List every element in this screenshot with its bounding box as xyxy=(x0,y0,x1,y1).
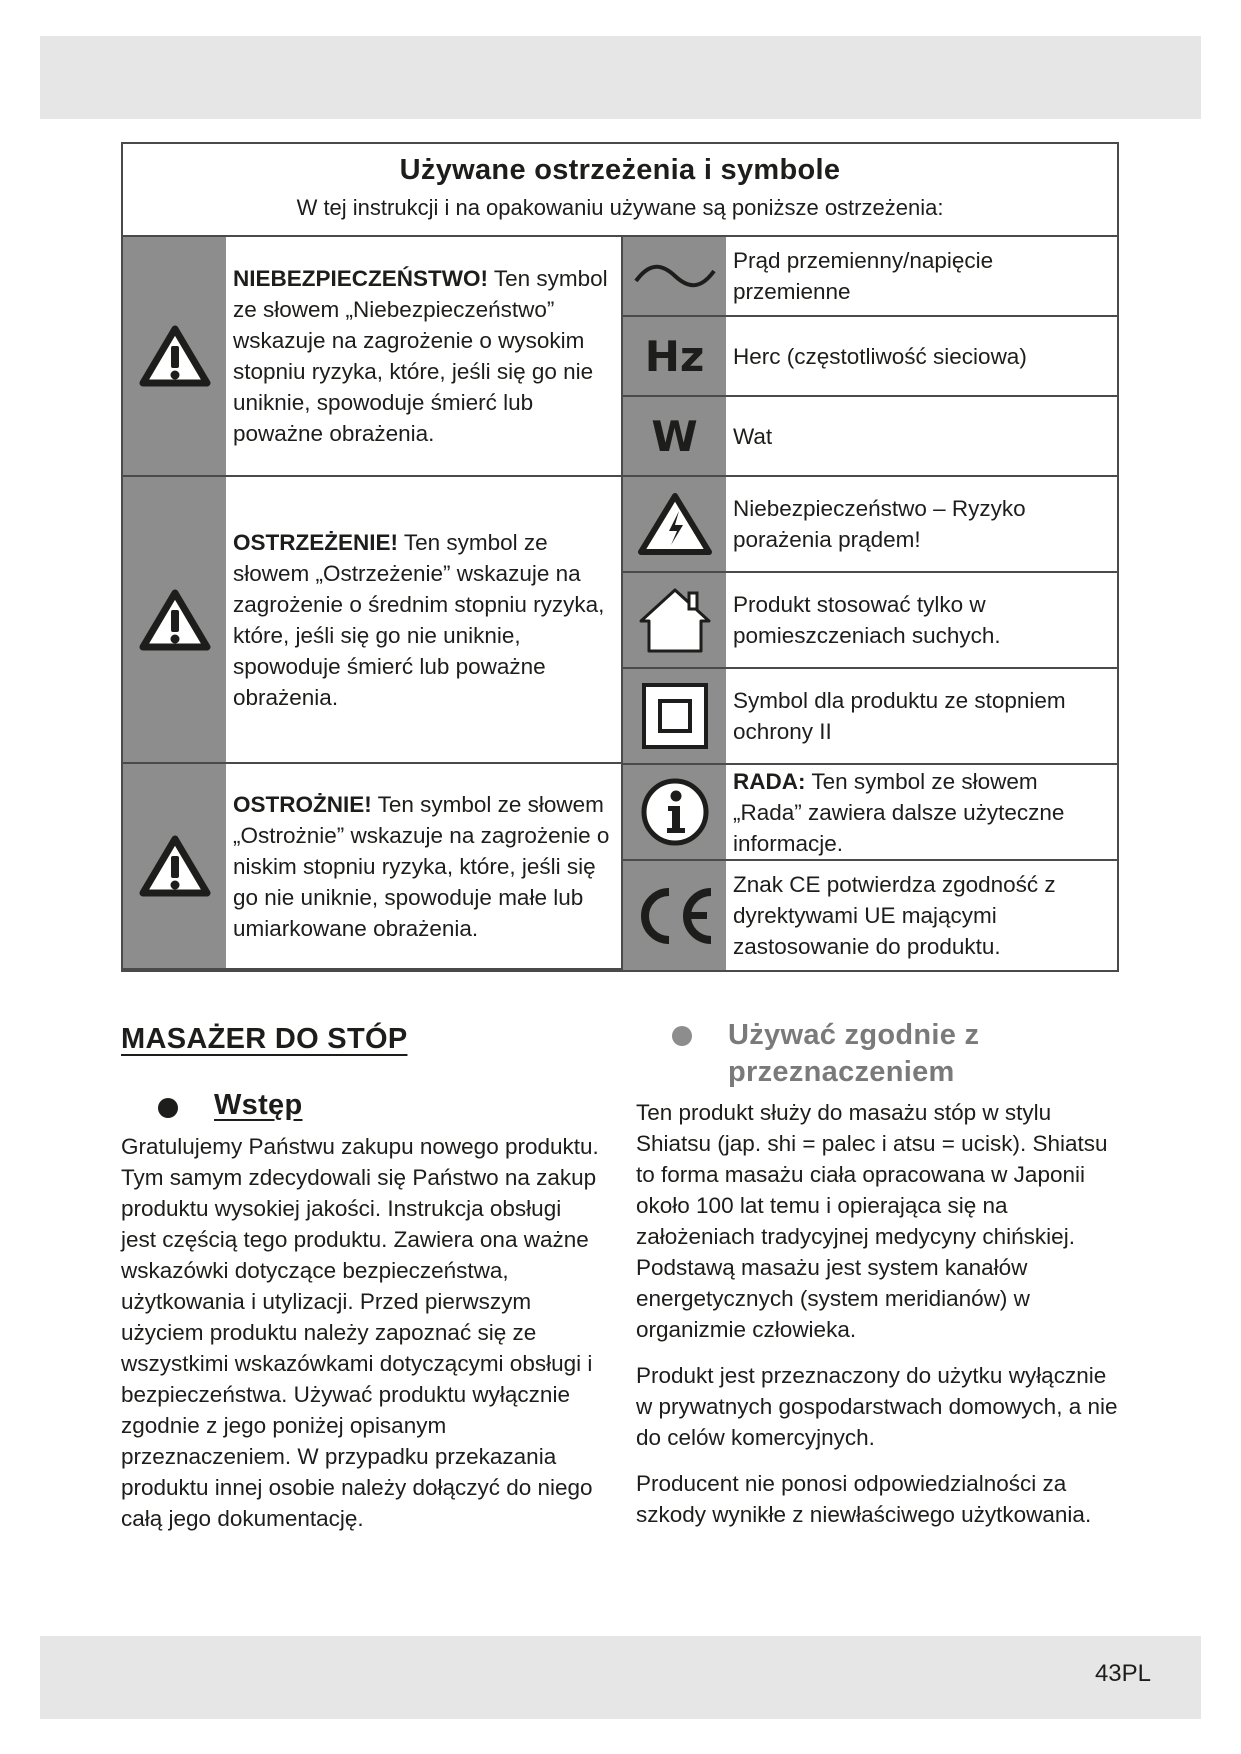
warning-text: Ten symbol ze słowem „Niebezpieczeństwo” wskazuje na zagrożenie o wysokim stopniu ryzyka, które, jeśli się go nie uniknie, spowoduje śmierć lub poważne obrażenia. xyxy=(233,266,608,446)
intended-use-paragraph: Producent nie ponosi odpowiedzialności za szkody wynikłe z niewłaściwego użytkowania. xyxy=(636,1471,1092,1527)
page-number: 43PL xyxy=(1094,1660,1151,1687)
header-band xyxy=(40,36,1201,119)
house-icon xyxy=(623,573,726,667)
intro-heading: Wstęp xyxy=(158,1089,303,1122)
symbol-text: Prąd przemienny/napięcie przemienne xyxy=(733,248,994,304)
warning-keyword: OSTRZEŻENIE! xyxy=(233,529,399,555)
warning-text: Ten symbol ze słowem „Ostrożnie” wskazuje na zagrożenie o niskim stopniu ryzyka, które, jeśli się go nie uniknie, spowoduje małe lub umiarkowane obrażenia. xyxy=(233,791,610,941)
table-subtitle: W tej instrukcji i na opakowaniu używane są poniższe ostrzeżenia: xyxy=(296,195,944,220)
intended-use-paragraph: Ten produkt służy do masażu stóp w stylu Shiatsu (jap. shi = palec i atsu = ucisk). Shiatsu to forma masażu ciała opracowana w Japonii około 100 lat temu i opierająca się na założeniach tradycyjnej medycyny chińskiej. Podstawą masażu jest system kanałów energetycznych (system meridianów) w organizmie człowieka. xyxy=(636,1100,1108,1342)
alternating-current-icon xyxy=(623,237,726,315)
symbol-row-ce xyxy=(623,861,1117,970)
warning-keyword: NIEBEZPIECZEŃSTWO! xyxy=(233,266,489,291)
table-header xyxy=(123,144,1117,237)
symbol-row-info xyxy=(623,765,1117,861)
symbol-text: Symbol dla produktu ze stopniem ochrony II xyxy=(733,688,1066,744)
electric-shock-icon xyxy=(623,477,726,571)
hertz-icon: Hz xyxy=(623,317,726,395)
bullet-icon xyxy=(158,1098,178,1118)
symbol-row-class2 xyxy=(623,669,1117,765)
warning-row-caution xyxy=(123,764,623,970)
intended-use-body xyxy=(636,1097,1126,1545)
warning-triangle-icon xyxy=(123,477,226,762)
symbol-text: Ten symbol ze słowem „Rada” zawiera dalsze użyteczne informacje. xyxy=(733,768,1065,856)
symbol-row-ac xyxy=(623,237,1117,317)
intro-paragraph: Gratulujemy Państwu zakupu nowego produktu. Tym samym zdecydowali się Państwo na zakup produktu wysokiej jakości. Instrukcja obsługi jest częścią tego produktu. Zawiera ona ważne wskazówki dotyczące bezpieczeństwa, użytkowania i utylizacji. Przed pierwszym użyciem produktu należy zapoznać się ze wszystkimi wskazówkami dotyczącymi obsługi i bezpieczeństwa. Używać produktu wyłącznie zgodnie z jego poniżej opisanym przeznaczeniem. W przypadku przekazania produktu innej osobie należy dołączyć do niego całą jego dokumentację. xyxy=(121,1134,599,1531)
symbol-text: Znak CE potwierdza zgodność z dyrektywami UE mającymi zastosowanie do produktu. xyxy=(733,872,1056,959)
intro-body xyxy=(121,1131,601,1534)
table-title: Używane ostrzeżenia i symbole xyxy=(399,154,841,186)
bullet-icon xyxy=(672,1026,692,1046)
symbol-text: Wat xyxy=(733,423,773,449)
symbol-row-shock xyxy=(623,477,1117,573)
warning-text: Ten symbol ze słowem „Ostrzeżenie” wskazuje na zagrożenie o średnim stopniu ryzyka, które, jeśli się go nie uniknie, spowoduje śmierć lub poważne obrażenia. xyxy=(233,529,605,710)
warning-triangle-icon xyxy=(123,764,226,968)
warning-triangle-icon xyxy=(123,237,226,475)
symbol-row-indoor xyxy=(623,573,1117,669)
warning-keyword: OSTROŻNIE! xyxy=(233,791,372,817)
symbol-text: Produkt stosować tylko w pomieszczeniach suchych. xyxy=(733,592,1001,648)
symbol-row-hz xyxy=(623,317,1117,397)
warnings-symbols-table xyxy=(121,142,1119,972)
warning-row-danger xyxy=(123,237,623,477)
symbol-text: Herc (częstotliwość sieciowa) xyxy=(733,343,1027,369)
watt-icon: W xyxy=(623,397,726,475)
symbol-text: Niebezpieczeństwo – Ryzyko porażenia prądem! xyxy=(733,496,1026,552)
info-keyword: RADA: xyxy=(733,768,806,794)
symbol-row-w xyxy=(623,397,1117,477)
main-heading: MASAŻER DO STÓP xyxy=(121,1023,408,1055)
protection-class-ii-icon xyxy=(623,669,726,763)
intended-use-heading: Używać zgodnie z przeznaczeniem xyxy=(672,1017,1072,1091)
ce-mark-icon xyxy=(623,861,726,970)
intended-use-paragraph: Produkt jest przeznaczony do użytku wyłącznie w prywatnych gospodarstwach domowych, a nie do celów komercyjnych. xyxy=(636,1363,1118,1450)
info-icon xyxy=(623,765,726,859)
warning-row-warning xyxy=(123,477,623,764)
footer-band xyxy=(40,1636,1201,1719)
